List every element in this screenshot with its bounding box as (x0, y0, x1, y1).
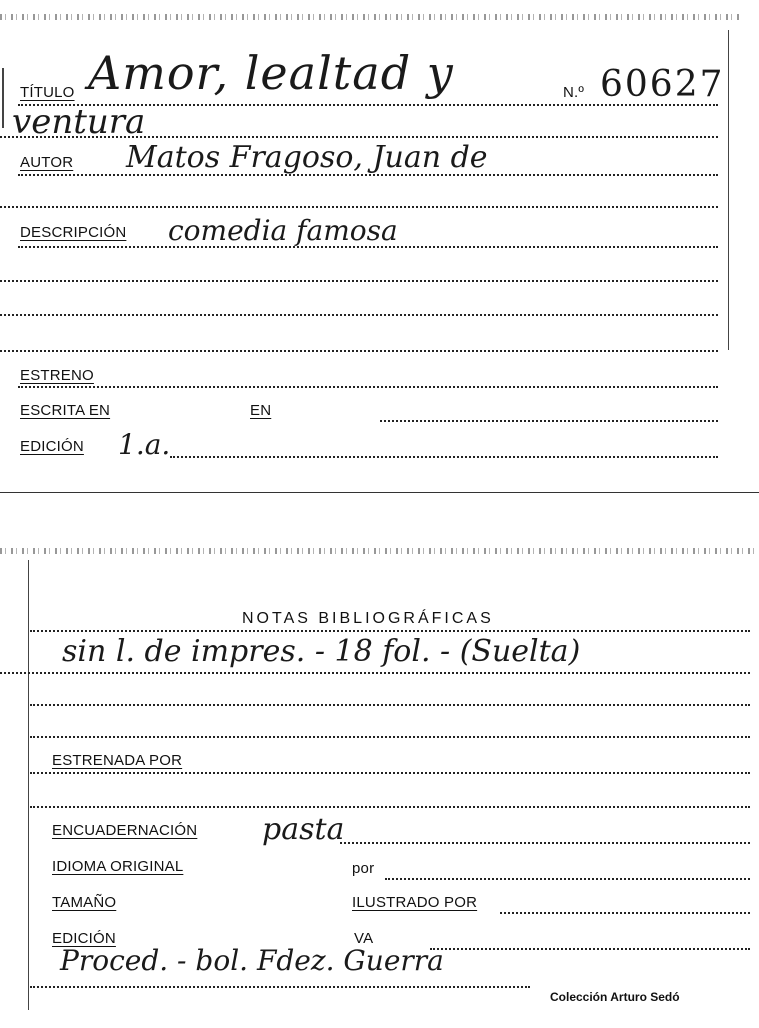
estrenada-line (30, 772, 750, 774)
estreno-line (18, 386, 718, 388)
escrita-en-label: ESCRITA EN (20, 402, 111, 419)
procedencia-value: Proced. - bol. Fdez. Guerra (60, 944, 444, 977)
titulo-value-cont: ventura (12, 102, 146, 142)
descripcion-label: DESCRIPCIÓN (20, 224, 127, 241)
notas-line-3 (30, 704, 750, 706)
card-top-bottom-edge (0, 492, 759, 493)
autor-line-2 (0, 206, 718, 208)
card-bottom-left-border (28, 560, 29, 1010)
descripcion-value: comedia famosa (168, 214, 398, 247)
idioma-original-label: IDIOMA ORIGINAL (52, 858, 184, 875)
descripcion-line-3 (0, 314, 718, 316)
descripcion-line (18, 246, 718, 248)
encuadernacion-value: pasta (262, 812, 345, 847)
coleccion-credit: Colección Arturo Sedó (550, 990, 680, 1004)
en-label: EN (250, 402, 272, 419)
ilustrado-por-label: ILUSTRADO POR (352, 894, 478, 911)
card-right-border (728, 30, 729, 350)
numero-label: N.º (563, 84, 585, 101)
autor-label: AUTOR (20, 154, 74, 171)
card-bottom-edge (0, 548, 759, 554)
encuadernacion-label: ENCUADERNACIÓN (52, 822, 198, 839)
notas-line-1 (30, 630, 750, 632)
titulo-line-2 (0, 136, 718, 138)
catalog-card-top (0, 0, 759, 495)
ilustrado-line (500, 912, 750, 914)
edicion-label: EDICIÓN (20, 438, 84, 455)
estreno-label: ESTRENO (20, 367, 94, 384)
estrenada-line-2 (30, 806, 750, 808)
va-label: VA (354, 930, 374, 947)
edicion-value: 1.a. (118, 428, 171, 461)
por-label: por (352, 860, 375, 877)
encuadernacion-line (340, 842, 750, 844)
titulo-label: TÍTULO (20, 84, 75, 101)
numero-value: 60627 (600, 64, 725, 105)
escrita-en-line (380, 420, 718, 422)
notas-value: sin l. de impres. - 18 fol. - (Suelta) (62, 634, 581, 669)
card-left-mark (2, 68, 4, 128)
card-top-edge (0, 14, 740, 20)
estrenada-por-label: ESTRENADA POR (52, 752, 183, 769)
idioma-line (385, 878, 750, 880)
procedencia-line (30, 986, 530, 988)
catalog-card-bottom (0, 540, 759, 1028)
edicion-line (170, 456, 718, 458)
descripcion-line-4 (0, 350, 718, 352)
tamano-label: TAMAÑO (52, 894, 117, 911)
edicion-bottom-label: EDICIÓN (52, 930, 116, 947)
autor-value: Matos Fragoso, Juan de (126, 140, 488, 175)
edicion-bottom-line (430, 948, 750, 950)
titulo-value: Amor, lealtad y (88, 46, 454, 100)
notas-line-4 (30, 736, 750, 738)
notas-heading: NOTAS BIBLIOGRÁFICAS (242, 610, 494, 627)
autor-line (18, 174, 718, 176)
descripcion-line-2 (0, 280, 718, 282)
notas-line-2 (0, 672, 750, 674)
